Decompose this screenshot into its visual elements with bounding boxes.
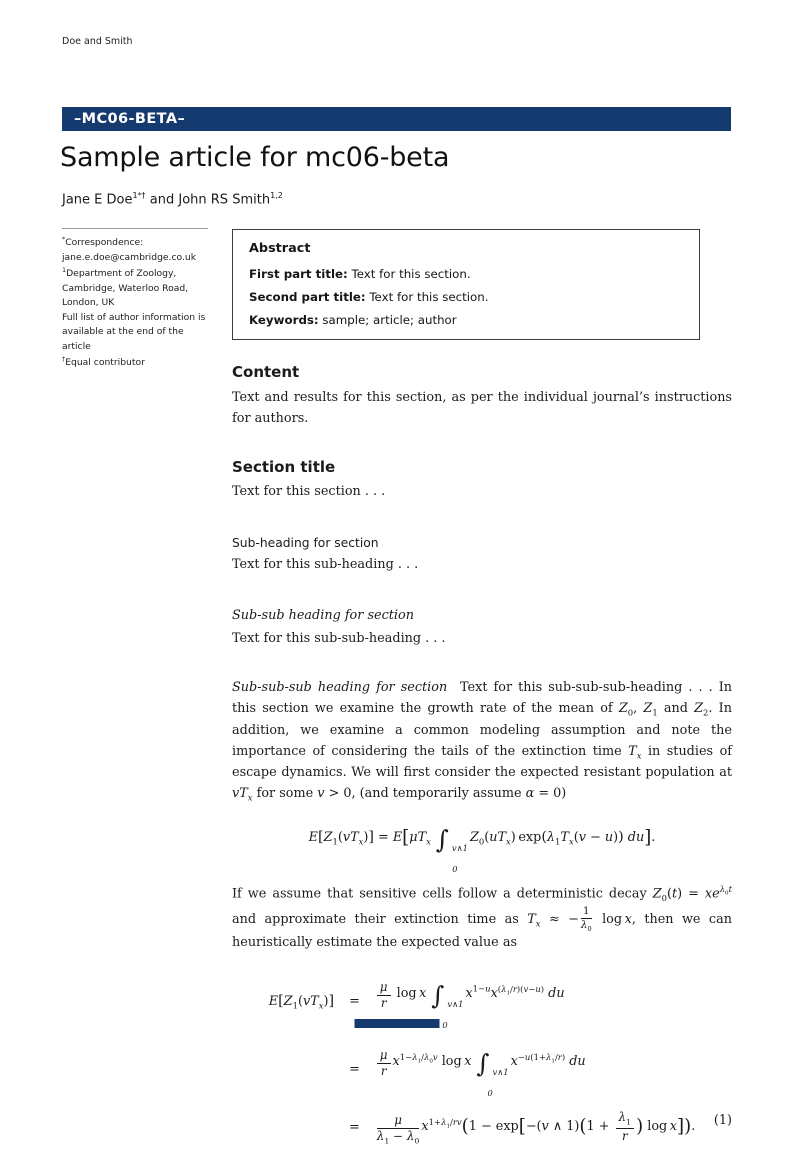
equation-content: $E[Z_1(vT_x)] = E[\mu T_x$ ∫ v∧1 0 $Z_0(uT_x) \exp(\lambda_1T_x(v - u))$ du]. [308, 825, 656, 875]
subsubsub-paragraph: Sub-sub-sub heading for section Text for this sub-sub-sub-heading . . . In this section we examine the growth rate of the mean of $Z_0$, $Z_1$ and $Z_2$. In addition, we examine a common modeling assumption and note the importance of considering the tails of the extinction time $T_x$ in studies of escape dynamics. We will first consider the expected resistant population at $vT_x$ for some v > 0, (and temporarily assume α = 0) [232, 680, 733, 803]
equation-rhs: $\frac{\mu}{r}$ $x^{1-\lambda_1/\lambda_0v}$ log x ∫ v∧1 0 $x^{-u(1+\lambda_1/r)}$ du [373, 1036, 697, 1104]
running-head: Doe and Smith [62, 36, 133, 47]
footer-bar [355, 1019, 440, 1028]
abstract-row-text: Text for this section. [347, 267, 471, 281]
authors-line: Jane E Doe$^{1*\dagger}$ and John RS Smith$^{1,2}$ [62, 191, 283, 208]
equation-lhs [267, 1036, 336, 1104]
section-paragraph: Text for this section . . . [232, 484, 386, 500]
equals-sign: = [349, 1061, 360, 1077]
abstract-title: Abstract [249, 241, 311, 256]
correspondence-sidebar [62, 228, 214, 371]
abstract-row-label: First part title: [249, 267, 348, 281]
sidebar-line: $^1$Department of Zoology, [62, 266, 177, 280]
equation-row [267, 1104, 698, 1153]
display-equation-align [232, 968, 732, 1153]
equals-sign: = [349, 993, 360, 1009]
subsubsection-paragraph: Text for this sub-sub-heading . . . [232, 631, 446, 647]
abstract-row-label: Keywords: [249, 313, 319, 327]
content-paragraph: Text and results for this section, as per the individual journal’s instructions for authors. [232, 389, 732, 426]
article-body [232, 360, 732, 1163]
article-title: Sample article for mc06-beta [60, 142, 450, 173]
content-heading: Content [232, 363, 300, 381]
equation-align-table [267, 968, 698, 1153]
equation-row [267, 968, 698, 1036]
subsubsection-heading: Sub-sub heading for section [232, 608, 414, 624]
subsection-paragraph: Text for this sub-heading . . . [232, 557, 419, 573]
abstract-row-text: Text for this section. [365, 290, 489, 304]
display-equation-1 [232, 819, 732, 873]
equation-rhs: $\frac{\mu}{r}$ log x ∫ v∧1 0 $x^{1-u}x^{(\lambda_1/r)(v-u)}$ du [373, 968, 697, 1036]
sidebar-rule [62, 228, 208, 229]
abstract-row [249, 313, 683, 327]
abstract-row [249, 290, 683, 304]
equation-lhs: $E[Z_1(vT_x)]$ [268, 993, 335, 1011]
deterministic-decay-paragraph: If we assume that sensitive cells follow a deterministic decay $Z_0(t) = xe^{\lambda_0t}$ and approximate their extinction time as $T_x$ ≈ − $\frac{1}{\lambda_0}$ log x, then we can heuristically estimate the expected value as [232, 884, 732, 951]
equation-rhs: $\frac{\mu}{\lambda_1 - \lambda_0}$ $x^{1+\lambda_1/rv}(1 - \exp[-(v$ ∧ 1)(1 + $\frac{\lambda_1}{r}$ ) log x]). [376, 1110, 696, 1146]
equation-number: (1) [713, 1112, 732, 1128]
equation-row [267, 1036, 698, 1104]
sidebar-line: *Correspondence: [62, 235, 144, 249]
abstract-row [249, 267, 683, 281]
abstract-row-text: sample; article; author [318, 313, 457, 327]
abstract-box [232, 229, 700, 340]
equals-sign: = [349, 1120, 360, 1136]
abstract-row-label: Second part title: [249, 290, 366, 304]
sidebar-line: Cambridge, Waterloo Road, [62, 282, 189, 294]
sidebar-line: London, UK [62, 297, 115, 309]
sidebar-line: jane.e.doe@cambridge.co.uk [62, 251, 197, 263]
journal-banner: –MC06-BETA– [62, 107, 731, 131]
sidebar-line: available at the end of the article [62, 326, 184, 352]
sidebar-line: †Equal contributor [62, 355, 145, 369]
subsection-heading: Sub-heading for section [232, 536, 379, 551]
sidebar-line: Full list of author information is [62, 311, 206, 323]
section-heading: Section title [232, 457, 336, 476]
equation-lhs [267, 1104, 336, 1153]
